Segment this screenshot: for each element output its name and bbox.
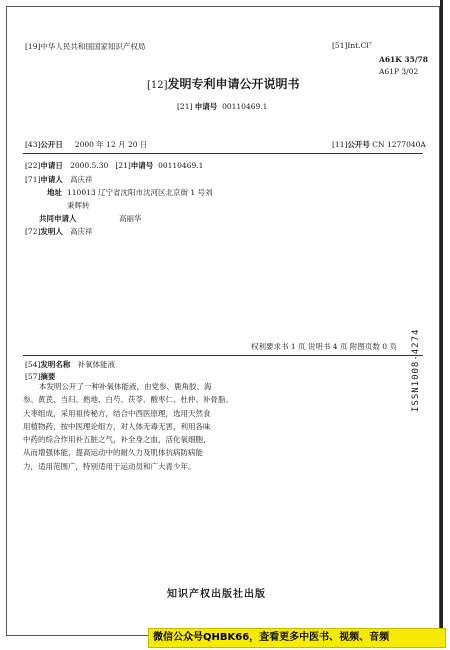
classification-primary: A61K 35/78 — [379, 55, 428, 64]
coapplicant-name: 高丽华 — [119, 214, 142, 223]
invention-name-label: 发明名称 — [40, 360, 71, 369]
filing-date-label: 申请日 — [40, 161, 63, 170]
abstract-line: 本发明公开了一种补氧体能液，由党参、鹿角胶、海 — [39, 382, 212, 391]
publication-date: 2000 年 12 月 20 日 — [74, 140, 148, 149]
page-edge-line — [440, 0, 443, 632]
summary-divider — [23, 355, 423, 356]
intcl-line — [332, 41, 372, 50]
intcl-code: [51] — [332, 41, 348, 50]
patent-document-page — [6, 6, 440, 636]
pages-summary: 权利要求书 1 页 说明书 4 页 附图页数 0 页 — [251, 342, 397, 351]
filing-appno: 00110469.1 — [158, 161, 204, 170]
abstract-line: 从而增强体能，提高运动中的耐久力及肌体抗病防病能 — [23, 448, 203, 458]
wechat-banner: 微信公众号QHBK66，查看更多中医书、视频、音频 — [148, 628, 446, 648]
inventor-code: [72] — [25, 227, 41, 236]
authority-line — [25, 41, 145, 52]
publisher-name: 知识产权出版社出版 — [167, 589, 266, 600]
intcl-label: Int.Cl⁷ — [347, 41, 372, 50]
publication-date-code: [43] — [25, 140, 41, 149]
classification-secondary: A61P 3/02 — [379, 67, 419, 76]
applicant-line — [25, 174, 93, 185]
application-number-line — [177, 101, 267, 112]
address-line-1: 110013 辽宁省沈阳市沈河区北京街 1 号刘 — [67, 188, 213, 197]
filing-appno-code: [21] — [115, 161, 131, 170]
inventor-name: 高庆祥 — [70, 227, 93, 236]
invention-name-code: [54] — [25, 360, 41, 369]
publication-date-label: 公开日 — [40, 140, 63, 149]
filing-date-code: [22] — [25, 161, 41, 170]
abstract-line: 大枣组成，采用祖传秘方，结合中西医原理，选用天然食 — [23, 408, 211, 418]
abstract-line: 参、黄芪、当归、熟地、白芍、茯苓、酸枣仁、杜仲、补骨脂、 — [23, 395, 233, 405]
filing-date: 2000.5.30 — [70, 161, 109, 170]
filing-appno-label: 申请号 — [130, 161, 154, 170]
abstract-code: [57] — [25, 372, 41, 381]
authority-name: 中华人民共和国国家知识产权局 — [40, 42, 146, 51]
inventor-label: 发明人 — [40, 227, 63, 236]
address-line-2: 秉辉转 — [67, 201, 90, 210]
abstract-label: 摘要 — [40, 372, 56, 381]
address-label: 地址 — [47, 188, 62, 197]
title-code: [12] — [147, 80, 168, 91]
authority-code: [19] — [25, 42, 41, 51]
publication-number-code: [11] — [332, 140, 348, 149]
abstract-line: 力，适用范围广，特别适用于运动员和广大青少年。 — [23, 461, 196, 471]
application-number: 00110469.1 — [222, 102, 268, 111]
application-label: 申请号 — [194, 102, 218, 111]
applicant-name: 高庆祥 — [70, 175, 93, 184]
document-title — [147, 75, 300, 92]
filing-line — [25, 160, 203, 171]
applicant-label: 申请人 — [40, 175, 63, 184]
publication-number-line — [332, 139, 426, 150]
invention-name-line — [25, 359, 115, 370]
publication-date-line — [25, 139, 147, 150]
abstract-body — [23, 380, 233, 473]
coapplicant-label: 共同申请人 — [39, 214, 77, 223]
abstract-line: 中药的综合作用补五脏之气，补全身之血，活化氧细胞， — [23, 435, 211, 445]
inventor-line — [25, 226, 93, 237]
invention-name: 补氧体能液 — [77, 360, 116, 369]
publication-number-label: 公开号 — [347, 140, 370, 149]
application-code: [21] — [177, 102, 193, 111]
title-text: 发明专利申请公开说明书 — [167, 77, 300, 91]
publication-number: CN 1277040A — [372, 140, 426, 149]
issn-code: ISSN1008-4274 — [411, 328, 421, 412]
applicant-code: [71] — [25, 175, 41, 184]
abstract-line: 用植物药，按中医理论组方，对人体无毒无害，利用各味 — [23, 421, 211, 431]
header-divider — [23, 153, 423, 154]
